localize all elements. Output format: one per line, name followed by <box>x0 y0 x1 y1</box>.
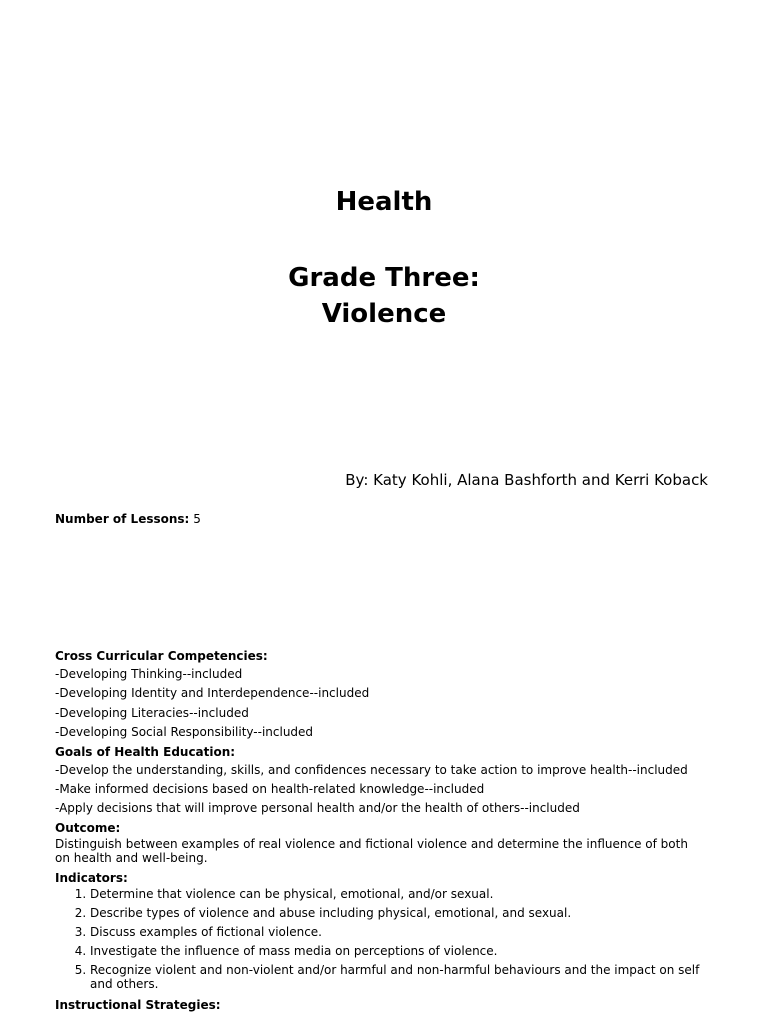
goals-heading: Goals of Health Education: <box>55 744 236 759</box>
outcome-text: Distinguish between examples of real violence and fictional violence and determine the influence of both on health and well-being. <box>55 836 688 865</box>
cross-curricular-item: -Developing Social Responsibility--included <box>55 725 314 740</box>
cross-curricular-item: -Developing Thinking--included <box>55 667 243 681</box>
indicator-item: 4. Investigate the influence of mass media on perceptions of violence. <box>90 944 705 963</box>
title-topic: Violence <box>321 299 447 329</box>
goals-item: -Develop the understanding, skills, and confidences necessary to take action to improve health--included <box>55 762 688 777</box>
indicator-item: 2. Describe types of violence and abuse including physical, emotional, and sexual. <box>90 906 705 925</box>
document-body <box>55 647 705 1014</box>
indicators-heading: Indicators: <box>55 870 128 885</box>
number-of-lessons <box>55 511 201 527</box>
indicator-item: 1. Determine that violence can be physical, emotional, and/or sexual. <box>90 887 705 906</box>
goals-item: -Apply decisions that will improve personal health and/or the health of others--included <box>55 801 580 816</box>
title-grade: Grade Three: <box>288 263 480 293</box>
instructional-strategies-heading: Instructional Strategies: <box>55 997 221 1012</box>
indicator-item: 5. Recognize violent and non-violent and/or harmful and non-harmful behaviours and the impact on self and others. <box>90 963 705 996</box>
cross-curricular-item: -Developing Literacies--included <box>55 705 249 720</box>
authors-line: By: Katy Kohli, Alana Bashforth and Kerri Koback <box>345 471 708 489</box>
lessons-label: Number of Lessons: <box>55 512 190 526</box>
outcome-heading: Outcome: <box>55 820 121 835</box>
cross-curricular-heading: Cross Curricular Competencies: <box>55 649 268 663</box>
cross-curricular-item: -Developing Identity and Interdependence--included <box>55 686 370 701</box>
goals-item: -Make informed decisions based on health-related knowledge--included <box>55 782 485 797</box>
indicator-item: 3. Discuss examples of fictional violence. <box>90 925 705 944</box>
title-subject: Health <box>335 187 433 217</box>
indicators-list <box>55 887 705 996</box>
lessons-value: 5 <box>193 512 201 526</box>
